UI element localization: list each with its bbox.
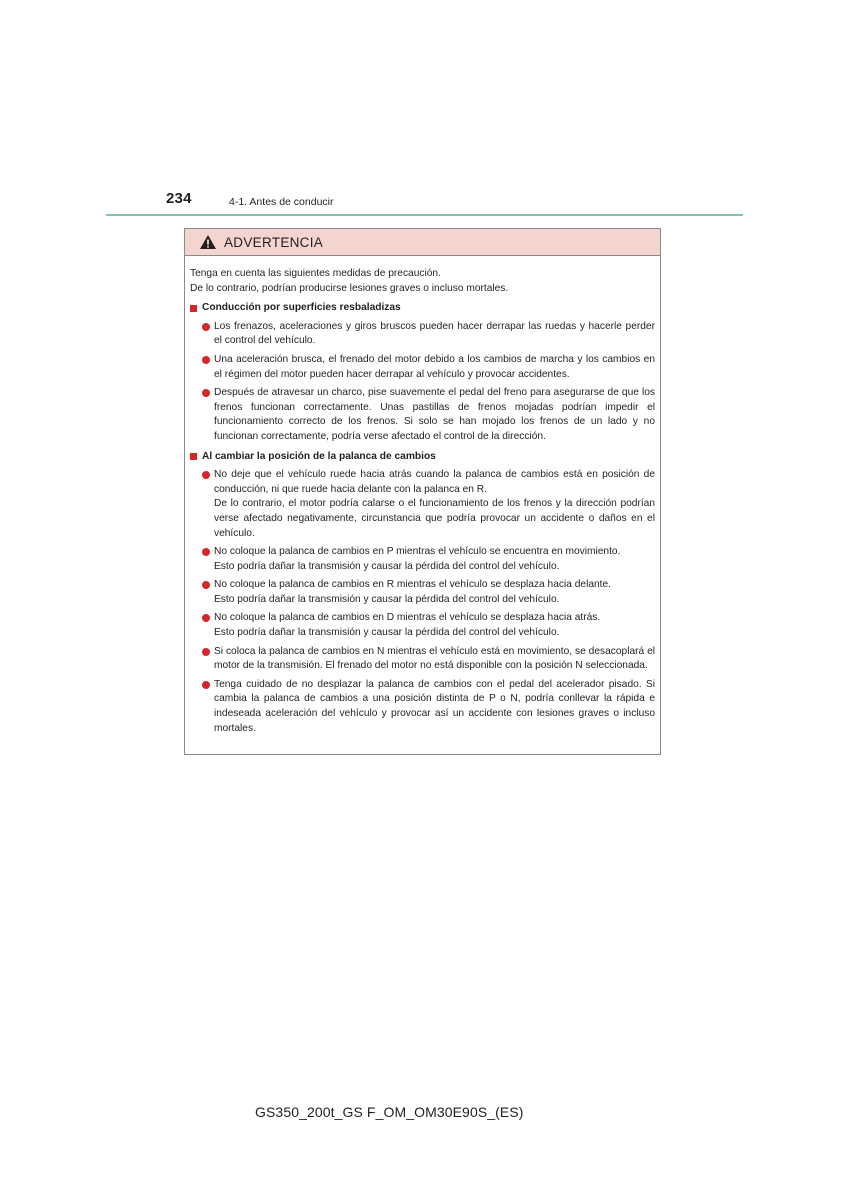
red-dot-bullet-icon [202, 581, 210, 589]
item-text-continued: Esto podría dañar la transmisión y causar la pérdida del control del vehículo. [214, 593, 560, 605]
item-text: Los frenazos, aceleraciones y giros bruscos pueden hacer derrapar las ruedas y hacerle perder el control del vehículo. [214, 320, 655, 347]
item-text: Si coloca la palanca de cambios en N mientras el vehículo está en movimiento, se desacoplará el motor de la transmisión. El frenado del motor no está disponible con la posición N seleccionada. [214, 645, 655, 672]
list-item [190, 611, 655, 640]
subsection-slippery-surfaces [190, 301, 655, 444]
item-text: Una aceleración brusca, el frenado del motor debido a los cambios de marcha y los cambios en el régimen del motor pueden hacer derrapar al vehículo y provocar accidentes. [214, 353, 655, 380]
subsection-heading-text: Conducción por superficies resbaladizas [202, 302, 401, 314]
item-text: Tenga cuidado de no desplazar la palanca de cambios con el pedal del acelerador pisado. Si cambia la palanca de cambios a una posición distinta de P o N, podría conllevar la rápida e indeseada aceleración del vehículo y provocar así un accidente con lesiones graves o incluso mortales. [214, 678, 655, 734]
subsection-shift-lever [190, 450, 655, 737]
warning-header [185, 229, 660, 256]
list-item [190, 545, 655, 574]
page-number: 234 [166, 190, 192, 207]
red-dot-bullet-icon [202, 471, 210, 479]
list-item [190, 353, 655, 382]
item-text-continued: Esto podría dañar la transmisión y causar la pérdida del control del vehículo. [214, 560, 560, 572]
list-item [190, 320, 655, 349]
list-item [190, 678, 655, 736]
bullet-list [190, 320, 655, 445]
item-text: No coloque la palanca de cambios en R mientras el vehículo se desplaza hacia delante. [214, 579, 611, 591]
red-dot-bullet-icon [202, 614, 210, 622]
warning-triangle-icon [199, 234, 217, 250]
warning-box [184, 228, 661, 755]
header-rule [106, 214, 743, 216]
intro-line: De lo contrario, podrían producirse lesiones graves o incluso mortales. [190, 282, 509, 294]
document-code: GS350_200t_GS F_OM_OM30E90S_(ES) [255, 1104, 524, 1120]
item-text-continued: Esto podría dañar la transmisión y causar la pérdida del control del vehículo. [214, 627, 560, 639]
red-dot-bullet-icon [202, 648, 210, 656]
item-text: No coloque la palanca de cambios en D mientras el vehículo se desplaza hacia atrás. [214, 612, 601, 624]
intro-line: Tenga en cuenta las siguientes medidas de precaución. [190, 268, 441, 279]
subsection-heading-text: Al cambiar la posición de la palanca de cambios [202, 450, 436, 462]
warning-title: ADVERTENCIA [224, 234, 324, 250]
section-title: 4-1. Antes de conducir [229, 196, 334, 208]
red-square-bullet-icon [190, 453, 197, 460]
subsection-heading [190, 301, 655, 316]
red-dot-bullet-icon [202, 389, 210, 397]
item-text: No deje que el vehículo ruede hacia atrás cuando la palanca de cambios está en posición de conducción, ni que ruede hacia delante con la palanca en R. [214, 469, 655, 495]
list-item [190, 386, 655, 444]
subsection-heading [190, 450, 655, 465]
red-dot-bullet-icon [202, 548, 210, 556]
red-dot-bullet-icon [202, 356, 210, 364]
red-dot-bullet-icon [202, 323, 210, 331]
item-text-continued: De lo contrario, el motor podría calarse o el funcionamiento de los frenos y la dirección podrían verse afectado negativamente, circunstancia que podría provocar un accidente o daños en el vehículo. [214, 498, 655, 539]
warning-body [185, 256, 660, 736]
item-text: Después de atravesar un charco, pise suavemente el pedal del freno para asegurarse de que los frenos funcionan correctamente. Unas pastillas de frenos mojadas podrían impedir el funcionamiento correcto de los frenos. Si solo se han mojado los frenos de un lado y no funcionan correctamente, podría verse afectado el control de la dirección. [214, 387, 655, 442]
red-dot-bullet-icon [202, 681, 210, 689]
item-text: No coloque la palanca de cambios en P mientras el vehículo se encuentra en movimiento. [214, 546, 621, 558]
list-item [190, 645, 655, 674]
bullet-list [190, 468, 655, 736]
list-item [190, 468, 655, 541]
red-square-bullet-icon [190, 305, 197, 312]
list-item [190, 578, 655, 607]
